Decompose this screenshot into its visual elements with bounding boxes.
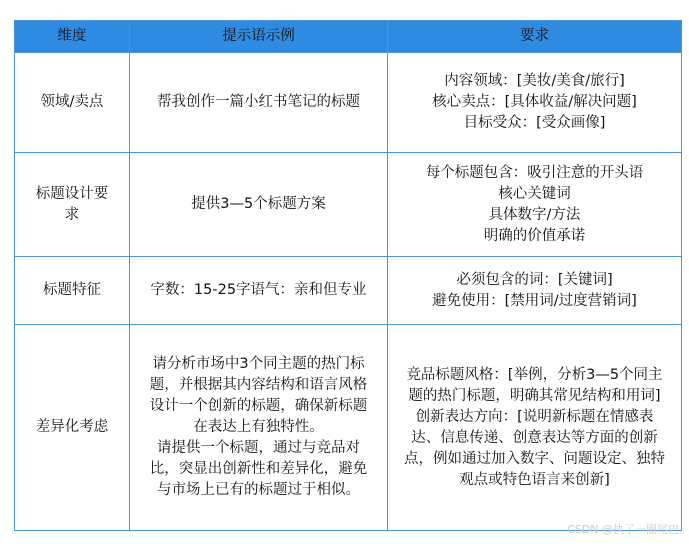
- example-cell: 提供3—5个标题方案: [130, 153, 388, 257]
- dimension-cell: 标题设计要求: [15, 153, 130, 257]
- dimension-cell: 标题特征: [15, 257, 130, 325]
- table-row: [15, 257, 682, 325]
- requirement-line: 必须包含的词：[关键词]: [456, 271, 613, 288]
- requirement-line: 核心关键词: [498, 185, 571, 202]
- prompt-requirements-table: [14, 20, 682, 531]
- dimension-cell: 领域/卖点: [15, 53, 130, 153]
- example-paragraph: 请提供一个标题，通过与竞品对比，突显出创新性和差异化，避免与市场上已有的标题过于相似。: [149, 440, 368, 498]
- requirements-cell: [388, 53, 682, 153]
- requirement-line: 核心卖点：[具体收益/解决问题]: [432, 94, 637, 110]
- requirements-cell: [388, 153, 682, 257]
- requirement-line: 内容领域：[美妆/美食/旅行]: [444, 73, 625, 89]
- requirement-paragraph: 创新表达方向：[说明新标题在情感表达、信息传递、创意表达等方面的创新点，例如通过加入数字、问题设定、独特观点或特色语言来创新]: [404, 408, 665, 488]
- requirements-cell: [388, 325, 682, 531]
- requirements-cell: [388, 257, 682, 325]
- requirement-line: 目标受众：[受众画像]: [463, 115, 606, 131]
- table-row: [15, 53, 682, 153]
- table-row: [15, 153, 682, 257]
- csdn-watermark: CSDN @执了一圈尾巴: [567, 523, 679, 536]
- example-cell: 字数：15-25字语气：亲和但专业: [130, 257, 388, 325]
- requirement-line: 具体数字/方法: [488, 206, 581, 223]
- header-dimension: 维度: [15, 21, 130, 53]
- dimension-cell: 差异化考虑: [15, 325, 130, 531]
- table-header-row: [15, 21, 682, 53]
- example-paragraph: 请分析市场中3个同主题的热门标题，并根据其内容结构和语言风格设计一个创新的标题，确保新标题在表达上有独特性。: [149, 356, 368, 435]
- requirement-line: 每个标题包含：吸引注意的开头语: [425, 164, 644, 181]
- example-cell: [130, 325, 388, 531]
- table-row: [15, 325, 682, 531]
- requirement-line: 明确的价值承诺: [483, 227, 586, 244]
- requirement-line: 避免使用：[禁用词/过度营销词]: [432, 292, 637, 309]
- requirement-paragraph: 竞品标题风格：[举例，分析3—5个同主题的热门标题，明确其常见结构和用词]: [406, 366, 663, 404]
- header-requirements: 要求: [388, 21, 682, 53]
- comparison-table-container: [14, 20, 681, 530]
- header-prompt-example: 提示语示例: [130, 21, 388, 53]
- example-cell: 帮我创作一篇小红书笔记的标题: [130, 53, 388, 153]
